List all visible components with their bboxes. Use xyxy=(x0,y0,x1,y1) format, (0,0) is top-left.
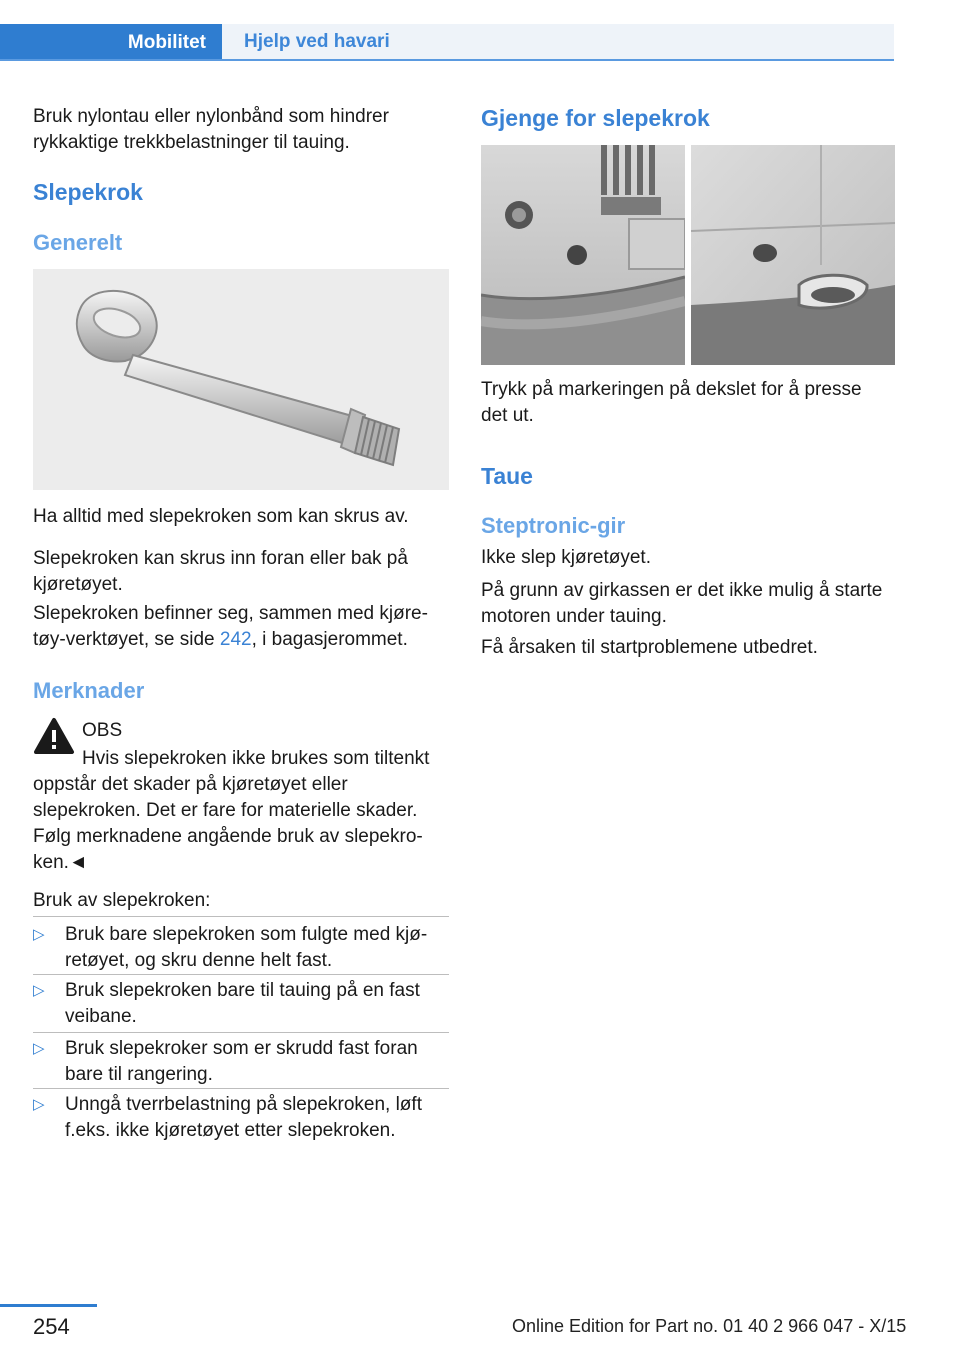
paragraph-kan-skrus: Slepekroken kan skrus inn foran eller bak på kjøretøyet. xyxy=(33,548,408,595)
footer-rule xyxy=(0,1304,97,1307)
front-bumper-photo xyxy=(481,145,685,365)
paragraph-befinner xyxy=(33,601,449,653)
warning-title: OBS xyxy=(82,720,123,741)
bullet-separator xyxy=(33,916,449,917)
list-item-text: Unngå tverrbelastning på slepekroken, løft f.eks. ikke kjøretøyet etter slepekroken. xyxy=(65,1094,422,1141)
bumper-photos xyxy=(481,145,895,365)
tab-hjelp-ved-havari[interactable]: Hjelp ved havari xyxy=(222,24,894,59)
paragraph-trykk: Trykk på markeringen på dekslet for å presse det ut. xyxy=(481,379,862,426)
paragraph-ikke-slep: Ikke slep kjøretøyet. xyxy=(481,547,651,568)
tab-mobilitet[interactable]: Mobilitet xyxy=(0,24,222,61)
header-rule xyxy=(0,59,894,61)
heading-taue: Taue xyxy=(481,463,533,489)
triangle-bullet-icon: ▷ xyxy=(33,982,45,999)
page-link-242[interactable]: 242 xyxy=(219,629,252,650)
bullet-separator xyxy=(33,974,449,975)
befinner-text-b: , i bagasjerommet. xyxy=(251,629,408,650)
paragraph-ha-alltid: Ha alltid med slepekroken som kan skrus av. xyxy=(33,506,409,527)
bullet-separator xyxy=(33,1088,449,1089)
tow-hook-figure xyxy=(33,269,449,490)
intro-paragraph: Bruk nylontau eller nylonbånd som hindrer rykkaktige trekkbelastninger til tauing. xyxy=(33,106,389,153)
bullet-separator xyxy=(33,1032,449,1033)
heading-generelt: Generelt xyxy=(33,230,123,255)
tow-hook-illustration xyxy=(33,269,449,490)
list-item-text: Bruk slepekroken bare til tauing på en fast veibane. xyxy=(65,980,420,1027)
paragraph-bruk-av: Bruk av slepekroken: xyxy=(33,890,211,911)
triangle-bullet-icon: ▷ xyxy=(33,1096,45,1113)
list-item-text: Bruk slepekroker som er skrudd fast foran bare til rangering. xyxy=(65,1038,418,1085)
rear-bumper-photo xyxy=(691,145,895,365)
warning-text: Hvis slepekroken ikke brukes som tiltenkt oppstår det skader på kjøretøyet eller slepekroken. Det er fare for materielle skader. Følg merknadene angående bruk av slepekroken.◄ xyxy=(33,748,430,873)
triangle-bullet-icon: ▷ xyxy=(33,1040,45,1057)
heading-gjenge: Gjenge for slepekrok xyxy=(481,105,710,131)
triangle-bullet-icon: ▷ xyxy=(33,926,45,943)
edition-text: Online Edition for Part no. 01 40 2 966 047 - X/15 xyxy=(512,1316,907,1336)
heading-merknader: Merknader xyxy=(33,678,145,703)
list-item-text: Bruk bare slepekroken som fulgte med kjøretøyet, og skru denne helt fast. xyxy=(65,924,428,971)
paragraph-aarsaken: Få årsaken til startproblemene utbedret. xyxy=(481,637,818,658)
heading-slepekrok: Slepekrok xyxy=(33,179,143,205)
heading-steptronic: Steptronic-gir xyxy=(481,513,626,538)
page-number: 254 xyxy=(33,1314,70,1339)
paragraph-girkassen: På grunn av girkassen er det ikke mulig å starte motoren under tauing. xyxy=(481,580,883,627)
befinner-text-a: Slepekroken befinner seg, sammen med kjøretøy-verktøyet, se side xyxy=(33,603,428,650)
